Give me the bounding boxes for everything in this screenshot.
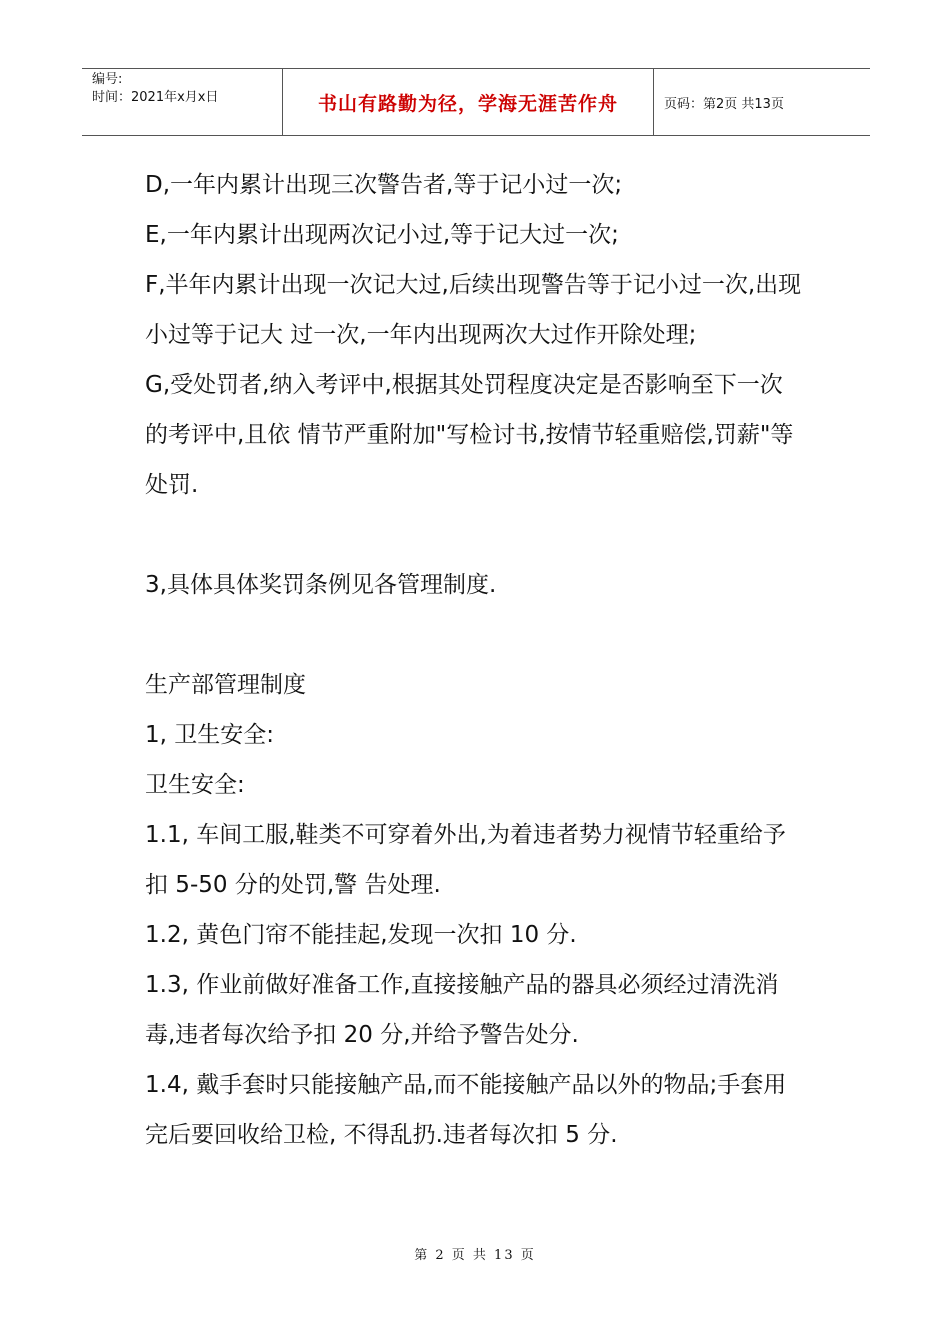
paragraph-e: E,一年内累计出现两次记小过,等于记大过一次; xyxy=(145,222,619,248)
header-page-cell xyxy=(654,69,870,135)
item-1: 1, 卫生安全: xyxy=(145,722,275,748)
item-1-1: 1.1, 车间工服,鞋类不可穿着外出,为着违者势力视情节轻重给予扣 5-50 分的处罚,警 告处理. xyxy=(145,822,786,898)
header-motto: 书山有路勤为径，学海无涯苦作舟 xyxy=(317,92,618,115)
page-header xyxy=(82,68,870,136)
item-1-3: 1.3, 作业前做好准备工作,直接接触产品的器具必须经过清洗消毒,违者每次给予扣 20 分,并给予警告处分. xyxy=(145,972,779,1048)
item-1-subtitle: 卫生安全: xyxy=(145,772,245,798)
page-footer: 第 2 页 共 13 页 xyxy=(414,1248,536,1263)
document-number-label: 编号: xyxy=(92,72,123,87)
spacer xyxy=(145,610,805,660)
document-time-label: 时间：2021年x月x日 xyxy=(92,90,219,105)
document-body xyxy=(145,160,805,1160)
spacer xyxy=(145,510,805,560)
header-page-number: 页码：第2页 共13页 xyxy=(664,96,784,112)
header-motto-cell xyxy=(282,69,654,135)
paragraph-g: G,受处罚者,纳入考评中,根据其处罚程度决定是否影响至下一次的考评中,且依 情节严重附加"写检讨书,按情节轻重赔偿,罚薪"等处罚. xyxy=(145,372,794,498)
paragraph-f: F,半年内累计出现一次记大过,后续出现警告等于记小过一次,出现小过等于记大 过一次,一年内出现两次大过作开除处理; xyxy=(145,272,802,348)
paragraph-d: D,一年内累计出现三次警告者,等于记小过一次; xyxy=(145,172,623,198)
section-title: 生产部管理制度 xyxy=(145,672,306,698)
item-1-4: 1.4, 戴手套时只能接触产品,而不能接触产品以外的物品;手套用完后要回收给卫检, 不得乱扔.违者每次扣 5 分. xyxy=(145,1072,787,1148)
paragraph-3: 3,具体具体奖罚条例见各管理制度. xyxy=(145,572,497,598)
header-meta xyxy=(82,69,282,135)
item-1-2: 1.2, 黄色门帘不能挂起,发现一次扣 10 分. xyxy=(145,922,577,948)
